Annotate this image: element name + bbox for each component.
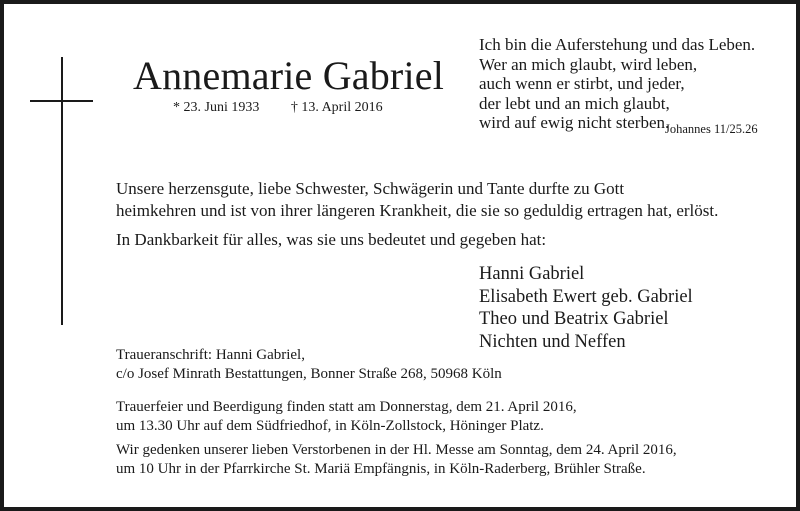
mass-line: Wir gedenken unserer lieben Verstorbenen in der Hl. Messe am Sonntag, dem 24. April 2016, — [116, 442, 677, 458]
verse-line: wird auf ewig nicht sterben. — [479, 113, 670, 133]
bible-verse — [479, 35, 755, 133]
address-line: Traueranschrift: Hanni Gabriel, — [116, 347, 305, 363]
announcement-text — [116, 178, 718, 222]
verse-line: auch wenn er stirbt, und jeder, — [479, 74, 685, 94]
funeral-info — [116, 398, 577, 436]
funeral-line: um 13.30 Uhr auf dem Südfriedhof, in Köln-Zollstock, Höninger Platz. — [116, 418, 544, 434]
mourners-list — [479, 263, 693, 353]
gratitude-text — [116, 229, 546, 251]
cross-icon-horizontal — [30, 100, 93, 102]
death-date: † 13. April 2016 — [290, 100, 383, 115]
mourner-name: Elisabeth Ewert geb. Gabriel — [479, 286, 693, 307]
birth-date: * 23. Juni 1933 — [173, 100, 260, 115]
gratitude-line: In Dankbarkeit für alles, was sie uns bedeutet und gegeben hat: — [116, 230, 547, 249]
verse-line: Wer an mich glaubt, wird leben, — [479, 54, 698, 74]
deceased-name: Annemarie Gabriel — [133, 53, 445, 98]
announcement-line: heimkehren und ist von ihrer längeren Krankheit, die sie so geduldig ertragen hat, erlöst. — [116, 201, 719, 220]
verse-line: der lebt und an mich glaubt, — [479, 93, 670, 113]
life-dates — [173, 99, 383, 117]
memorial-mass-info — [116, 441, 677, 479]
cross-icon-vertical — [61, 57, 63, 325]
mourner-name: Hanni Gabriel — [479, 264, 585, 284]
funeral-line: Trauerfeier und Beerdigung finden statt am Donnerstag, dem 21. April 2016, — [116, 399, 577, 415]
mourner-name: Theo und Beatrix Gabriel — [479, 309, 669, 329]
mass-line: um 10 Uhr in der Pfarrkirche St. Mariä Empfängnis, in Köln-Raderberg, Brühler Straße. — [116, 461, 646, 477]
mourning-address — [116, 346, 502, 384]
announcement-line: Unsere herzensgute, liebe Schwester, Schwägerin und Tante durfte zu Gott — [116, 179, 625, 198]
mourner-name: Nichten und Neffen — [479, 331, 626, 352]
verse-reference: Johannes 11/25.26 — [665, 122, 758, 136]
verse-line: Ich bin die Auferstehung und das Leben. — [479, 35, 756, 54]
address-line: c/o Josef Minrath Bestattungen, Bonner Straße 268, 50968 Köln — [116, 366, 502, 382]
